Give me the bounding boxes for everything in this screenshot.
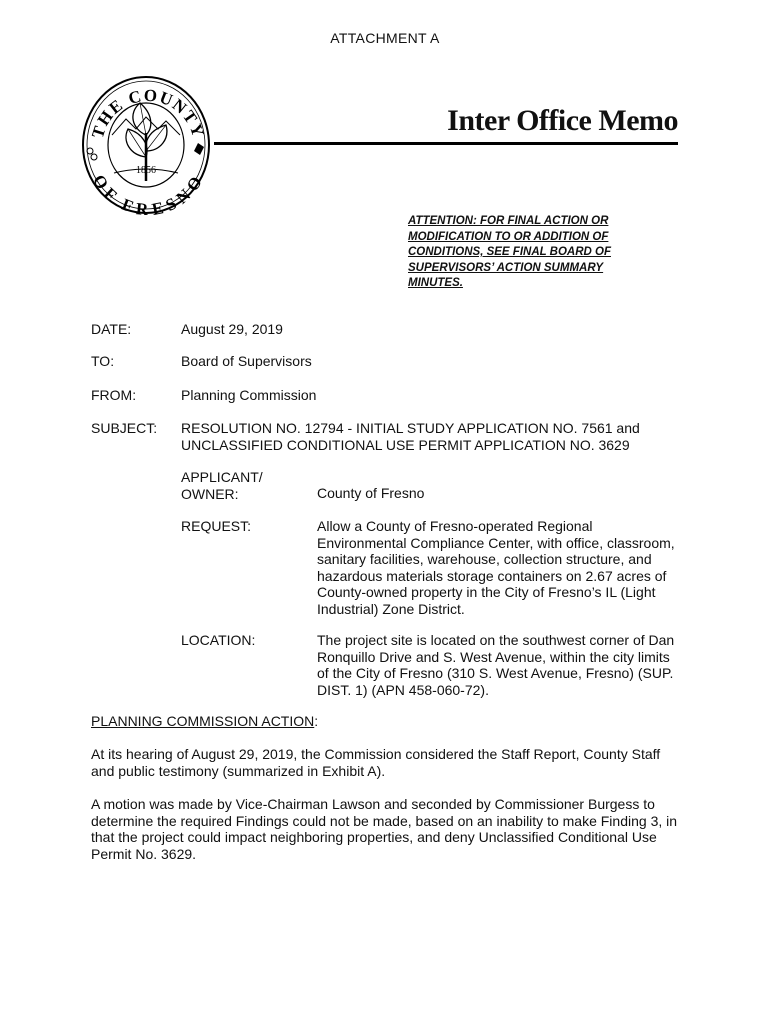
action-heading: PLANNING COMMISSION ACTION:: [91, 713, 319, 729]
title-rule: [214, 142, 678, 145]
attention-note: ATTENTION: FOR FINAL ACTION OR MODIFICATION TO OR ADDITION OF CONDITIONS, SEE FINAL BOARD OF SUPERVISORS’ ACTION SUMMARY MINUTES.: [408, 215, 611, 289]
subject-value: [181, 420, 640, 453]
attachment-label: ATTACHMENT A: [330, 30, 440, 46]
svg-text:OF FRESNO: [89, 171, 207, 215]
location-value: The project site is located on the southwest corner of Dan Ronquillo Drive and S. West Avenue, within the city limits of the City of Fresno (310 S. West Avenue, Fresno) (SUP. DIST. 1) (APN 458-060-72).: [317, 632, 675, 698]
request-label: REQUEST:: [181, 518, 252, 534]
seal-year: 1856: [136, 165, 156, 176]
action-paragraph-1: At its hearing of August 29, 2019, the Commission considered the Staff Report, County Staff and public testimony (summarized in Exhibit A).: [91, 746, 661, 779]
county-seal-logo: [80, 73, 212, 215]
seal-bottom-text: OF FRESNO: [89, 171, 207, 215]
applicant-label: APPLICANT/ OWNER:: [181, 469, 263, 502]
action-paragraph-2: A motion was made by Vice-Chairman Lawson and seconded by Commissioner Burgess to determine the required Findings could not be made, based on an inability to make Finding 3, in that the project could impact neighboring properties, and deny Unclassified Conditional Use Permit No. 3629.: [91, 796, 678, 862]
date-label: DATE:: [91, 321, 132, 337]
location-label: LOCATION:: [181, 632, 256, 648]
seal-top-text: THE COUNTY: [87, 85, 209, 141]
from-label: FROM:: [91, 387, 137, 403]
date-value: August 29, 2019: [181, 321, 283, 337]
memo-title: Inter Office Memo: [447, 104, 678, 137]
to-label: TO:: [91, 353, 115, 369]
from-value: Planning Commission: [181, 387, 317, 403]
subject-line: RESOLUTION NO. 12794 - INITIAL STUDY APPLICATION NO. 7561 and: [181, 420, 640, 436]
subject-line: UNCLASSIFIED CONDITIONAL USE PERMIT APPLICATION NO. 3629: [181, 436, 630, 453]
request-value: Allow a County of Fresno-operated Regional Environmental Compliance Center, with office, classroom, sanitary facilities, warehouse, collection structure, and hazardous materials storage containers on 2.67 acres of County-owned property in the City of Fresno’s IL (Light Industrial) Zone District.: [317, 518, 675, 617]
subject-label: SUBJECT:: [91, 420, 158, 436]
to-value: Board of Supervisors: [181, 353, 312, 369]
applicant-value: County of Fresno: [317, 485, 425, 501]
